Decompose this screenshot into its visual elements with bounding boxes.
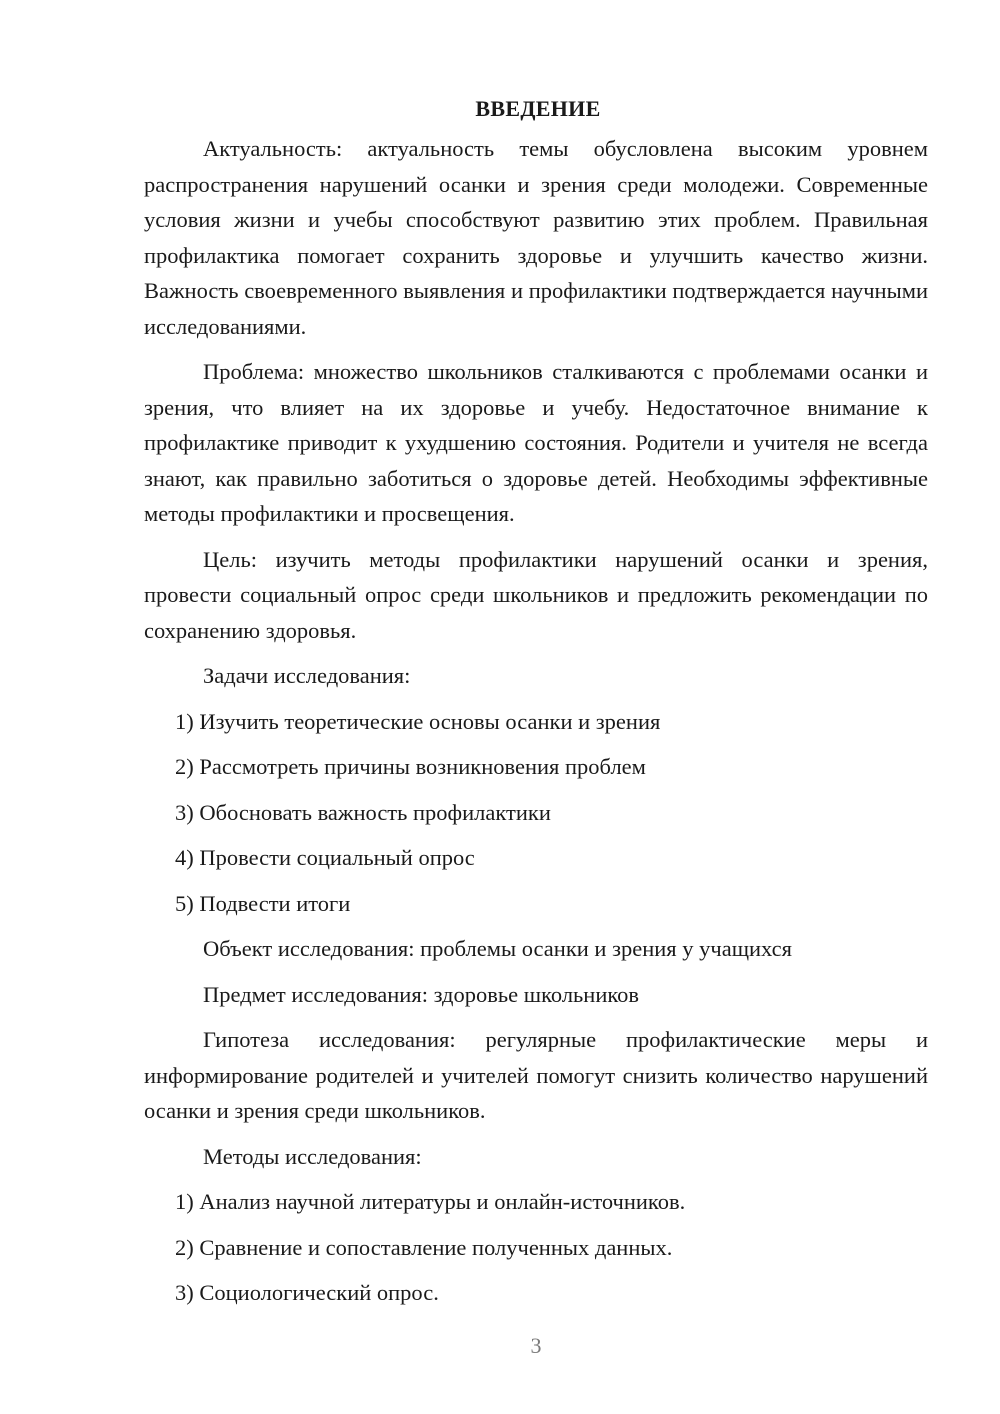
relevance-paragraph: Актуальность: актуальность темы обусловлена высоким уровнем распространения нарушений осанки и зрения среди молодежи. Современные условия жизни и учебы способствуют развитию этих проблем. Правильная профилактика помогает сохранить здоровье и улучшить качество жизни. Важность своевременного выявления и профилактики подтверждается научными исследованиями.	[144, 136, 928, 339]
method-item: 1) Анализ научной литературы и онлайн-источников.	[175, 1189, 686, 1214]
method-item: 3) Социологический опрос.	[175, 1280, 439, 1305]
page-title: ВВЕДЕНИЕ	[475, 96, 601, 121]
problem-paragraph: Проблема: множество школьников сталкиваются с проблемами осанки и зрения, что влияет на их здоровье и учебу. Недостаточное внимание к профилактике приводит к ухудшению состояния. Родители и учителя не всегда знают, как правильно заботиться о здоровье детей. Необходимы эффективные методы профилактики и просвещения.	[144, 359, 928, 526]
goal-paragraph: Цель: изучить методы профилактики нарушений осанки и зрения, провести социальный опрос среди школьников и предложить рекомендации по сохранению здоровья.	[144, 546, 928, 643]
tasks-label: Задачи исследования:	[203, 663, 411, 688]
methods-label: Методы исследования:	[203, 1143, 422, 1169]
task-item: 1) Изучить теоретические основы осанки и зрения	[175, 708, 661, 734]
task-item: 4) Провести социальный опрос	[175, 845, 475, 870]
subject-line: Предмет исследования: здоровье школьников	[203, 981, 640, 1007]
document-body	[144, 96, 928, 1321]
task-item: 2) Рассмотреть причины возникновения проблем	[175, 754, 646, 779]
task-item: 3) Обосновать важность профилактики	[175, 799, 551, 825]
page-number: 3	[530, 1333, 542, 1358]
object-line: Объект исследования: проблемы осанки и зрения у учащихся	[203, 936, 792, 961]
hypothesis-paragraph: Гипотеза исследования: регулярные профилактические меры и информирование родителей и учителей помогут снизить количество нарушений осанки и зрения среди школьников.	[144, 1027, 928, 1123]
task-item: 5) Подвести итоги	[175, 890, 351, 916]
method-item: 2) Сравнение и сопоставление полученных данных.	[175, 1234, 673, 1260]
